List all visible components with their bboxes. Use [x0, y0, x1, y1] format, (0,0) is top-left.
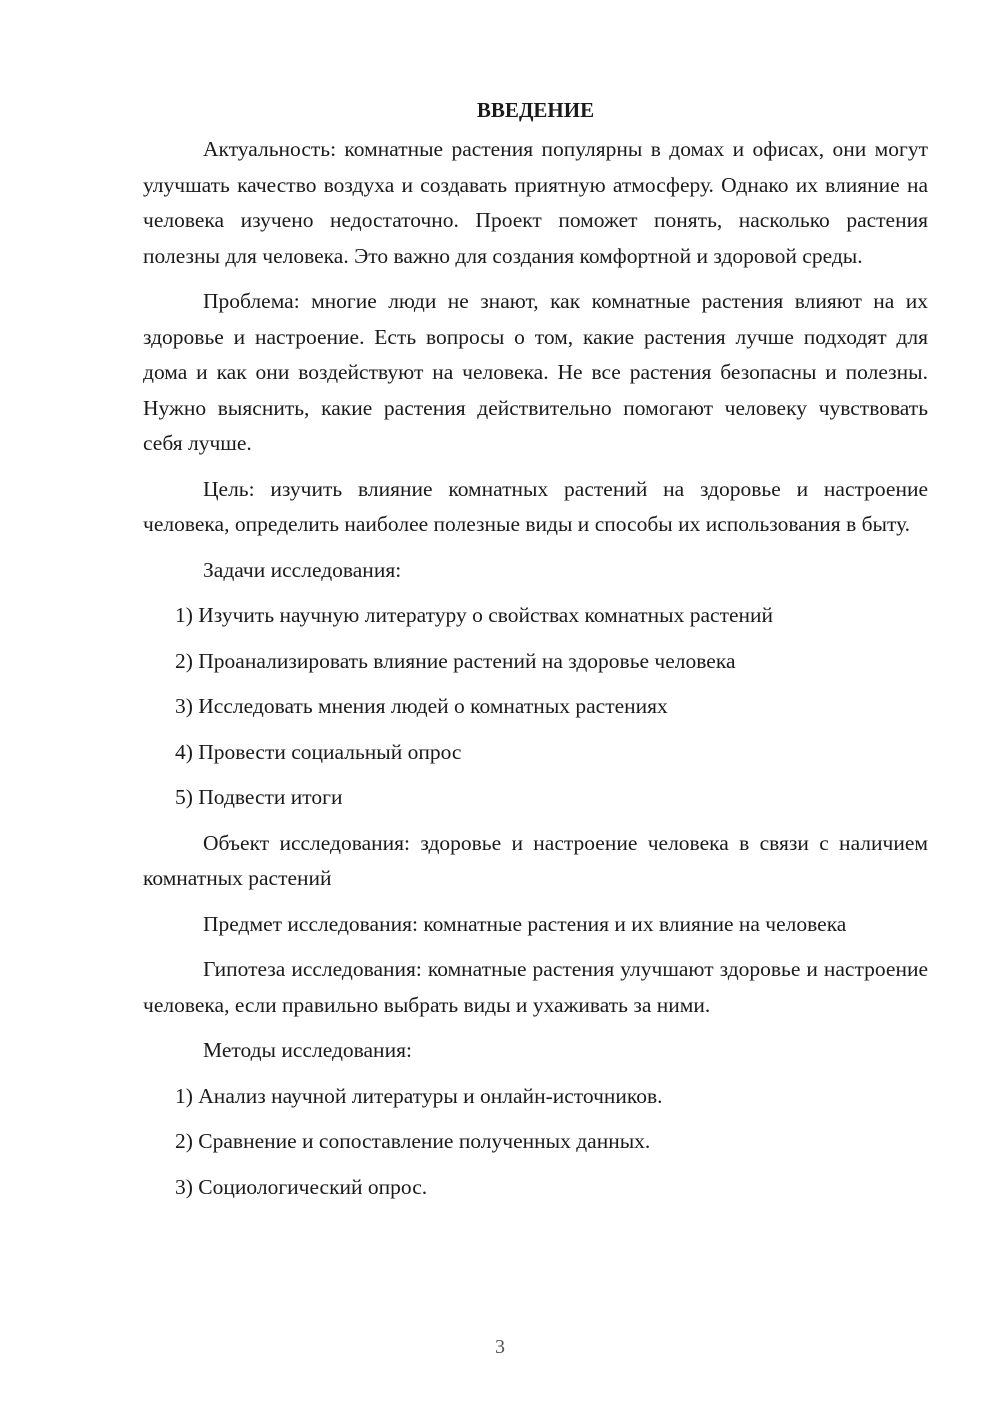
- page-number: 3: [495, 1336, 505, 1358]
- list-item: 2) Сравнение и сопоставление полученных данных.: [175, 1129, 651, 1153]
- hypothesis-paragraph: Гипотеза исследования: комнатные растения улучшают здоровье и настроение человека, если правильно выбрать виды и ухаживать за ними.: [143, 957, 928, 1017]
- page-title: ВВЕДЕНИЕ: [476, 98, 595, 122]
- object-paragraph: Объект исследования: здоровье и настроение человека в связи с наличием комнатных растений: [143, 830, 928, 890]
- list-item: 3) Исследовать мнения людей о комнатных растениях: [175, 694, 668, 718]
- goal-paragraph: Цель: изучить влияние комнатных растений на здоровье и настроение человека, определить наиболее полезные виды и способы их использования в быту.: [143, 476, 928, 536]
- document-page: [143, 92, 928, 1215]
- list-item: 2) Проанализировать влияние растений на здоровье человека: [175, 648, 736, 673]
- methods-list: [143, 1079, 928, 1206]
- list-item: 3) Социологический опрос.: [175, 1174, 428, 1199]
- methods-title: Методы исследования:: [203, 1038, 412, 1062]
- list-item: 1) Изучить научную литературу о свойствах комнатных растений: [175, 603, 774, 627]
- list-item: 5) Подвести итоги: [175, 785, 343, 809]
- problem-paragraph: Проблема: многие люди не знают, как комнатные растения влияют на их здоровье и настроение. Есть вопросы о том, какие растения лучше подходят для дома и как они воздействуют на человека. Не все растения безопасны и полезны. Нужно выяснить, какие растения действительно помогают человеку чувствовать себя лучше.: [143, 289, 928, 455]
- list-item: 4) Провести социальный опрос: [175, 739, 462, 764]
- tasks-list: [143, 598, 928, 816]
- tasks-title: Задачи исследования:: [203, 557, 402, 582]
- list-item: 1) Анализ научной литературы и онлайн-источников.: [175, 1083, 663, 1108]
- subject-paragraph: Предмет исследования: комнатные растения и их влияние на человека: [203, 911, 847, 936]
- relevance-paragraph: Актуальность: комнатные растения популярны в домах и офисах, они могут улучшать качество воздуха и создавать приятную атмосферу. Однако их влияние на человека изучено недостаточно. Проект поможет понять, насколько растения полезны для человека. Это важно для создания комфортной и здоровой среды.: [143, 137, 928, 268]
